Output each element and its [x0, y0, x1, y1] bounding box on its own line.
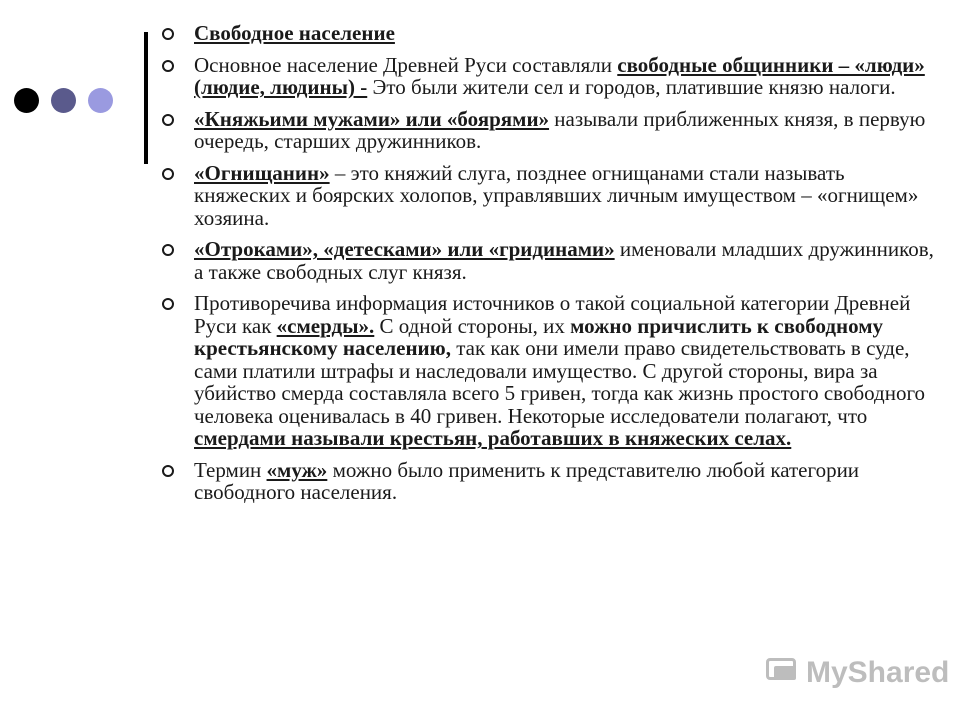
bullet-text-segment: «муж»: [266, 457, 328, 482]
bullet-text-segment: называли приближенных князя, в первую очередь, старших дружинников.: [194, 106, 926, 153]
bullet-text-segment: – это княжий слуга, позднее огнищанами стали называть княжеских и боярских холопов, управлявших личным имуществом – «огнищем» хозяина.: [194, 160, 919, 230]
bullet-text-segment: Это были жители сел и городов, платившие князю налоги.: [367, 75, 896, 99]
bullet-text-segment: Термин: [194, 457, 267, 482]
myshared-logo-icon: [766, 658, 802, 688]
dot-lavender: [88, 88, 113, 113]
bullet-item: [160, 238, 936, 283]
bullet-item: [160, 108, 936, 153]
bullet-text-segment: «смерды».: [276, 313, 375, 338]
bullet-item: [160, 162, 936, 230]
dot-slate: [51, 88, 76, 113]
bullet-text-segment: Свободное население: [194, 21, 395, 45]
bullet-circle-icon: [162, 244, 174, 256]
bullet-text-segment: можно причислить к свободному крестьянскому населению,: [194, 313, 884, 360]
bullet-circle-icon: [162, 298, 174, 310]
bullet-text-segment: Противоречива информация источников о такой социальной категории Древней Руси как: [194, 291, 911, 338]
bullet-text-segment: смердами называли крестьян, работавших в княжеских селах.: [194, 426, 792, 450]
bullet-text-segment: «Княжьими мужами» или «боярями»: [194, 106, 550, 131]
bullet-text-segment: именовали младших дружинников, а также свободных слуг князя.: [194, 237, 934, 284]
bullet-text-segment: «Огнищанин»: [194, 160, 330, 185]
bullet-list: [160, 22, 936, 504]
bullet-circle-icon: [162, 114, 174, 126]
bullet-circle-icon: [162, 168, 174, 180]
bullet-circle-icon: [162, 465, 174, 477]
bullet-circle-icon: [162, 28, 174, 40]
watermark-text: MyShared: [806, 656, 950, 689]
bullet-item: [160, 292, 936, 450]
vertical-divider: [144, 32, 148, 164]
watermark-logo: [766, 656, 949, 690]
dot-black: [14, 88, 39, 113]
bullet-item: [160, 54, 936, 99]
bullet-text-segment: С одной стороны, их: [374, 313, 571, 338]
slide-content: [160, 22, 936, 513]
bullet-text-segment: можно было применить к представителю любой категории свободного населения.: [194, 457, 860, 504]
decorative-dots: [14, 88, 113, 113]
bullet-text-segment: свободные общинники – «люди» (людие, людины) -: [194, 52, 925, 99]
bullet-circle-icon: [162, 60, 174, 72]
bullet-text-segment: «Отроками», «детесками» или «гридинами»: [194, 237, 615, 261]
bullet-item: [160, 459, 936, 504]
bullet-text-segment: так как они имели право свидетельствовать в суде, сами платили штрафы и наследовали имущество. С другой стороны, вира за убийство смерда составляла всего 5 гривен, тогда как жизнь простого свободного человека оценивалась в 40 гривен. Некоторые исследователи полагают, что: [194, 336, 926, 428]
bullet-text-segment: Основное население Древней Руси составляли: [194, 52, 618, 77]
bullet-item: [160, 22, 936, 45]
